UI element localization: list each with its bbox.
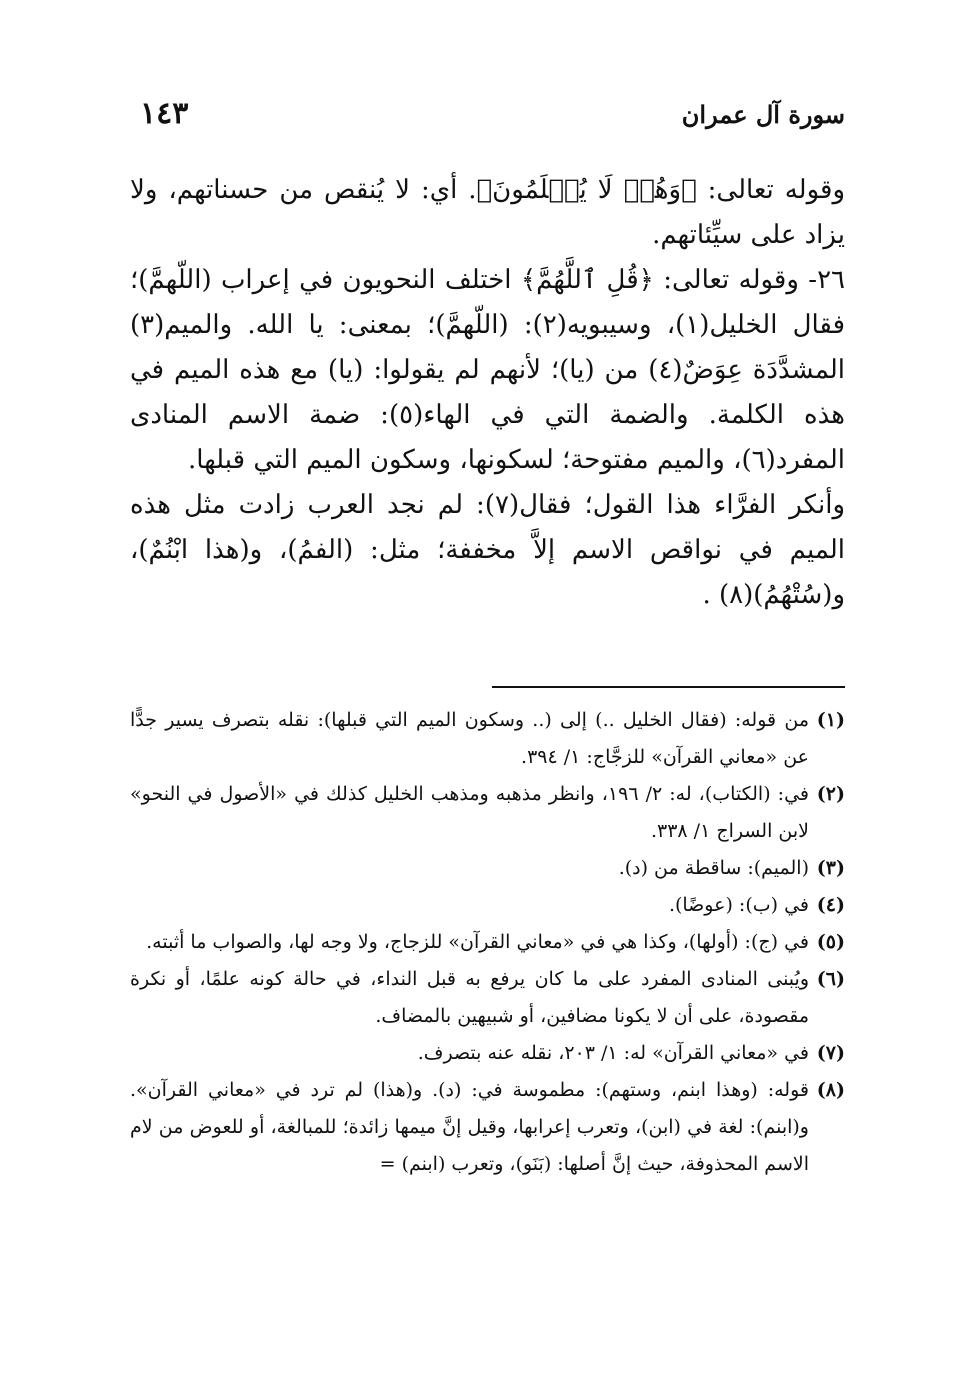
- footnote-number: (٥): [816, 931, 845, 953]
- footnote-text: من قوله: (فقال الخليل ..) إلى (.. وسكون الميم التي قبلها): نقله بتصرف يسير جدًّا عن «معاني القرآن» للزجَّاج: ١/ ٣٩٤.: [130, 709, 809, 768]
- footnote-number: (٣): [816, 857, 845, 879]
- footnote: [130, 850, 845, 887]
- footnote-text: في (ج): (أولها)، وكذا هي في «معاني القرآن» للزجاج، ولا وجه لها، والصواب ما أثبته.: [146, 931, 809, 953]
- paragraph: ٢٦- وقوله تعالى: ﴿قُلِ ٱللَّهُمَّ﴾ اختلف النحويون في إعراب (اللّهمَّ)؛ فقال الخليل(١)، وسيبويه(٢): (اللّهمَّ)؛ بمعنى: يا الله. والميم(٣) المشدَّدَة عِوَضٌ(٤) من (يا)؛ لأنهم لم يقولوا: (يا) مع هذه الميم في هذه الكلمة. والضمة التي في الهاء(٥): ضمة الاسم المنادى المفرد(٦)، والميم مفتوحة؛ لسكونها، وسكون الميم التي قبلها.: [130, 265, 846, 475]
- footnote-text: (الميم): ساقطة من (د).: [618, 857, 809, 879]
- footnote: [130, 961, 845, 1035]
- footnote: [130, 776, 845, 850]
- footnotes: [130, 702, 845, 1183]
- footnote-number: (٦): [816, 968, 845, 990]
- page-header: [130, 96, 845, 140]
- footnote-text: في «معاني القرآن» له: ١/ ٢٠٣، نقله عنه بتصرف.: [417, 1042, 809, 1064]
- footnote: [130, 702, 845, 776]
- footnote: [130, 887, 845, 924]
- footnote-text: قوله: (وهذا ابنم، وستهم): مطموسة في: (د). و(هذا) لم ترد في «معاني القرآن». و(ابنم): لغة في (ابن)، وتعرب إعرابها، وقيل إنَّ ميمها زائدة؛ للمبالغة، أو للعوض من لام الاسم المحذوفة، حيث إنَّ أصلها: (بَنَو)، وتعرب (ابنم) =: [130, 1079, 809, 1175]
- footnote-text: في: (الكتاب)، له: ٢/ ١٩٦، وانظر مذهبه ومذهب الخليل كذلك في «الأصول في النحو» لابن السراج ١/ ٣٣٨.: [130, 783, 809, 842]
- footnote-number: (٧): [816, 1042, 845, 1064]
- footnote-number: (٨): [816, 1079, 845, 1101]
- paragraph: وأنكر الفرَّاء هذا القول؛ فقال(٧): لم نجد العرب زادت مثل هذه الميم في نواقص الاسم إلاَّ مخففة؛ مثل: (الفمُ)، و(هذا ابْنُمٌ)، و(سُتْهُمُ)(٨) .: [130, 490, 846, 610]
- paragraph: وقوله تعالى: ﴿وَهُمۡ لَا يُظۡلَمُونَ﴾. أي: لا يُنقص من حسناتهم، ولا يزاد على سيِّئاتهم.: [130, 175, 845, 250]
- footnote: [130, 1035, 845, 1072]
- footnote: [130, 1072, 845, 1183]
- footnote-separator: [492, 686, 845, 688]
- surah-title: سورة آل عمران: [681, 100, 845, 129]
- footnote-text: في (ب): (عوضًا).: [668, 894, 809, 916]
- footnote-number: (٤): [816, 894, 845, 916]
- footnote-text: ويُبنى المنادى المفرد على ما كان يرفع به قبل النداء، في حالة كونه علمًا، أو نكرة مقصودة، على أن لا يكونا مضافين، أو شبيهين بالمضاف.: [130, 968, 809, 1027]
- footnote-number: (٢): [816, 783, 845, 805]
- footnote: [130, 924, 845, 961]
- footnote-number: (١): [816, 709, 845, 731]
- main-text: [130, 168, 845, 618]
- page-number: ١٤٣: [140, 96, 189, 131]
